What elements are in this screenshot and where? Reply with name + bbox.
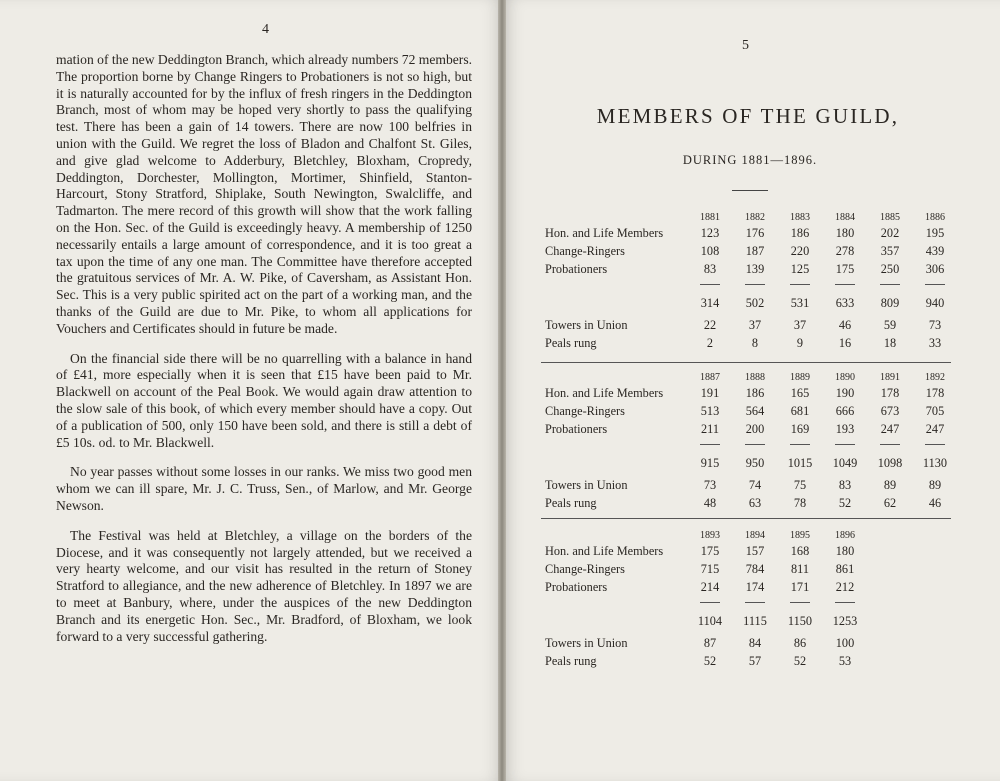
table-cell: 125 (790, 262, 810, 276)
year-header: 1896 (835, 530, 855, 541)
table-cell: 187 (745, 244, 765, 258)
row-label: Towers in Union (545, 318, 628, 332)
year-header: 1882 (745, 212, 765, 223)
year-header-row (545, 530, 955, 544)
row-label: Peals rung (545, 336, 597, 350)
table-cell: 195 (925, 226, 945, 240)
table-cell: 171 (790, 580, 810, 594)
page-title: MEMBERS OF THE GUILD, (596, 104, 900, 128)
left-page-number: 4 (262, 22, 269, 37)
table-cell: 52 (838, 496, 852, 510)
table-cell: 175 (835, 262, 855, 276)
year-header: 1887 (700, 372, 720, 383)
paragraph: No year passes without some losses in our ranks. We miss two good men whom we can ill spare, Mr. J. C. Truss, Sen., of Marlow, and Mr. George Newson. (56, 464, 472, 513)
totals-row (545, 296, 955, 314)
table-row (545, 478, 955, 496)
total-cell: 1253 (832, 614, 858, 628)
sum-dash (835, 444, 855, 445)
sum-dash (790, 284, 810, 285)
left-page-body (56, 52, 472, 658)
table-row (545, 244, 955, 262)
sum-dash (925, 444, 945, 445)
year-header: 1891 (880, 372, 900, 383)
table-cell: 715 (700, 562, 720, 576)
table-cell: 186 (745, 386, 765, 400)
year-header: 1886 (925, 212, 945, 223)
sum-dash (745, 284, 765, 285)
total-cell: 950 (745, 456, 765, 470)
table-cell: 178 (880, 386, 900, 400)
table-row (545, 262, 955, 280)
sum-dash (835, 602, 855, 603)
year-header: 1892 (925, 372, 945, 383)
membership-table-block (545, 212, 955, 354)
table-row (545, 496, 955, 514)
total-cell: 531 (790, 296, 810, 310)
sum-dash (835, 284, 855, 285)
table-cell: 139 (745, 262, 765, 276)
table-row (545, 336, 955, 354)
table-cell: 9 (796, 336, 804, 350)
year-header: 1881 (700, 212, 720, 223)
total-cell: 809 (880, 296, 900, 310)
table-cell: 811 (791, 562, 809, 576)
table-cell: 46 (928, 496, 942, 510)
table-cell: 89 (883, 478, 897, 492)
year-header: 1884 (835, 212, 855, 223)
table-cell: 250 (880, 262, 900, 276)
table-cell: 2 (706, 336, 714, 350)
table-cell: 73 (703, 478, 717, 492)
total-cell: 1098 (877, 456, 903, 470)
table-row (545, 422, 955, 440)
sum-dash (700, 602, 720, 603)
table-cell: 18 (883, 336, 897, 350)
total-cell: 1150 (787, 614, 813, 628)
table-cell: 861 (835, 562, 855, 576)
table-row (545, 318, 955, 336)
row-label: Peals rung (545, 654, 597, 668)
total-cell: 502 (745, 296, 765, 310)
table-cell: 211 (701, 422, 719, 436)
table-cell: 62 (883, 496, 897, 510)
row-label: Change-Ringers (545, 404, 625, 418)
membership-table-block (545, 530, 955, 672)
year-header-row (545, 372, 955, 386)
table-cell: 84 (748, 636, 762, 650)
section-rule (541, 518, 951, 519)
sum-dashes (545, 440, 955, 450)
paragraph: The Festival was held at Bletchley, a village on the borders of the Diocese, and it was consequently not largely attended, but we received a very hearty welcome, and our visit has resulted in the return of Stoney Stratford to allegiance, and the new adherence of Bletchley. In 1897 we are to meet at Banbury, where, under the auspices of the new Deddington Branch and its energetic Hon. Sec., Mr. Bradford, of Bloxham, we look forward to a very successful gathering. (56, 527, 472, 644)
table-cell: 48 (703, 496, 717, 510)
total-cell: 1130 (922, 456, 948, 470)
table-cell: 87 (703, 636, 717, 650)
total-cell: 314 (700, 296, 720, 310)
total-cell: 1115 (743, 614, 767, 628)
page-subtitle: DURING 1881—1896. (682, 153, 818, 167)
table-row (545, 636, 955, 654)
table-row (545, 654, 955, 672)
year-header: 1895 (790, 530, 810, 541)
table-cell: 176 (745, 226, 765, 240)
table-cell: 108 (700, 244, 720, 258)
title-divider (732, 190, 768, 191)
section-rule (541, 362, 951, 363)
table-cell: 86 (793, 636, 807, 650)
table-cell: 22 (703, 318, 717, 332)
membership-table-block (545, 372, 955, 514)
row-label: Change-Ringers (545, 244, 625, 258)
total-cell: 940 (925, 296, 945, 310)
table-cell: 53 (838, 654, 852, 668)
book-gutter (498, 0, 506, 781)
row-label: Peals rung (545, 496, 597, 510)
table-cell: 37 (793, 318, 807, 332)
table-cell: 8 (751, 336, 759, 350)
row-label: Towers in Union (545, 636, 628, 650)
totals-row (545, 614, 955, 632)
table-cell: 357 (880, 244, 900, 258)
table-cell: 564 (745, 404, 765, 418)
table-cell: 165 (790, 386, 810, 400)
table-row (545, 386, 955, 404)
table-cell: 220 (790, 244, 810, 258)
total-cell: 915 (700, 456, 720, 470)
sum-dash (790, 602, 810, 603)
table-cell: 306 (925, 262, 945, 276)
table-cell: 513 (700, 404, 720, 418)
table-row (545, 544, 955, 562)
table-cell: 191 (700, 386, 720, 400)
sum-dashes (545, 598, 955, 608)
row-label: Hon. and Life Members (545, 544, 664, 558)
row-label: Towers in Union (545, 478, 628, 492)
paragraph: mation of the new Deddington Branch, which already numbers 72 members. The proportion borne by Change Ringers to Probationers is not so high, but it is naturally accounted for by the influx of fresh ringers in the Deddington Branch, most of whom may be hoped very shortly to pass the qualifying test. There has been a gain of 14 towers. There are now 100 belfries in union with the Guild. We regret the loss of Bladon and Chalfont St. Giles, and give glad welcome to Adderbury, Bletchley, Bloxham, Cropredy, Deddington, Dorchester, Mollington, Mortimer, Shinfield, Stanton-Harcourt, Stony Stratford, Shiplake, South Newington, Swalcliffe, and Tadmarton. The mere record of this growth will show that the work falling on the Hon. Sec. of the Guild is exceedingly heavy. A membership of 1250 necessarily entails a large amount of correspondence, and it is too great a tax upon the time of any one man. The Committee have therefore accepted the gratuitous services of Mr. A. W. Pike, of Caversham, as Assistant Hon. Sec. This is a very public spirited act on the part of a working man, and the thanks of the Guild are due to Mr. Pike, to whom all applications for Vouchers and Certificates should in future be made. (56, 52, 473, 336)
sum-dash (745, 602, 765, 603)
table-cell: 202 (880, 226, 900, 240)
table-cell: 278 (835, 244, 855, 258)
table-cell: 89 (928, 478, 942, 492)
table-cell: 52 (793, 654, 807, 668)
table-cell: 705 (925, 404, 945, 418)
table-cell: 100 (835, 636, 855, 650)
year-header: 1894 (745, 530, 765, 541)
table-cell: 193 (835, 422, 855, 436)
table-cell: 180 (835, 544, 855, 558)
table-cell: 157 (745, 544, 765, 558)
table-cell: 63 (748, 496, 762, 510)
row-label: Change-Ringers (545, 562, 625, 576)
year-header: 1888 (745, 372, 765, 383)
table-cell: 73 (928, 318, 942, 332)
row-label: Hon. and Life Members (545, 226, 664, 240)
table-cell: 74 (748, 478, 762, 492)
sum-dash (745, 444, 765, 445)
table-cell: 78 (793, 496, 807, 510)
paragraph: On the financial side there will be no quarrelling with a balance in hand of £41, more especially when it is seen that £15 have been paid to Mr. Blackwell on account of the Peal Book. We would again draw attention to the slow sale of this book, of which every member should have a copy. Out of a publication of 500, only 150 have been sold, and there is still a debt of £5 10s. od. to Mr. Blackwell. (56, 350, 472, 450)
table-cell: 46 (838, 318, 852, 332)
year-header: 1883 (790, 212, 810, 223)
table-cell: 37 (748, 318, 762, 332)
total-cell: 633 (835, 296, 855, 310)
sum-dash (925, 284, 945, 285)
total-cell: 1049 (832, 456, 858, 470)
table-cell: 190 (835, 386, 855, 400)
table-cell: 214 (700, 580, 720, 594)
sum-dash (790, 444, 810, 445)
table-cell: 666 (835, 404, 855, 418)
row-label: Hon. and Life Members (545, 386, 664, 400)
table-cell: 439 (925, 244, 945, 258)
table-cell: 180 (835, 226, 855, 240)
year-header: 1885 (880, 212, 900, 223)
sum-dash (880, 444, 900, 445)
sum-dash (700, 444, 720, 445)
table-cell: 16 (838, 336, 852, 350)
right-page-number: 5 (742, 38, 749, 53)
table-cell: 83 (703, 262, 717, 276)
year-header: 1889 (790, 372, 810, 383)
table-cell: 169 (790, 422, 810, 436)
table-cell: 83 (838, 478, 852, 492)
table-cell: 33 (928, 336, 942, 350)
table-cell: 178 (925, 386, 945, 400)
totals-row (545, 456, 955, 474)
table-row (545, 226, 955, 244)
table-cell: 247 (880, 422, 900, 436)
table-cell: 673 (880, 404, 900, 418)
table-cell: 186 (790, 226, 810, 240)
table-cell: 784 (745, 562, 765, 576)
sum-dashes (545, 280, 955, 290)
year-header: 1893 (700, 530, 720, 541)
table-cell: 681 (790, 404, 810, 418)
sum-dash (700, 284, 720, 285)
table-row (545, 562, 955, 580)
row-label: Probationers (545, 262, 608, 276)
table-cell: 247 (925, 422, 945, 436)
table-row (545, 404, 955, 422)
table-cell: 168 (790, 544, 810, 558)
year-header: 1890 (835, 372, 855, 383)
row-label: Probationers (545, 580, 608, 594)
table-row (545, 580, 955, 598)
table-cell: 200 (745, 422, 765, 436)
year-header-row (545, 212, 955, 226)
table-cell: 175 (700, 544, 720, 558)
table-cell: 57 (748, 654, 762, 668)
table-cell: 75 (793, 478, 807, 492)
table-cell: 123 (700, 226, 720, 240)
row-label: Probationers (545, 422, 608, 436)
table-cell: 52 (703, 654, 717, 668)
table-cell: 212 (835, 580, 855, 594)
table-cell: 59 (883, 318, 897, 332)
total-cell: 1104 (697, 614, 723, 628)
total-cell: 1015 (787, 456, 813, 470)
table-cell: 174 (745, 580, 765, 594)
sum-dash (880, 284, 900, 285)
